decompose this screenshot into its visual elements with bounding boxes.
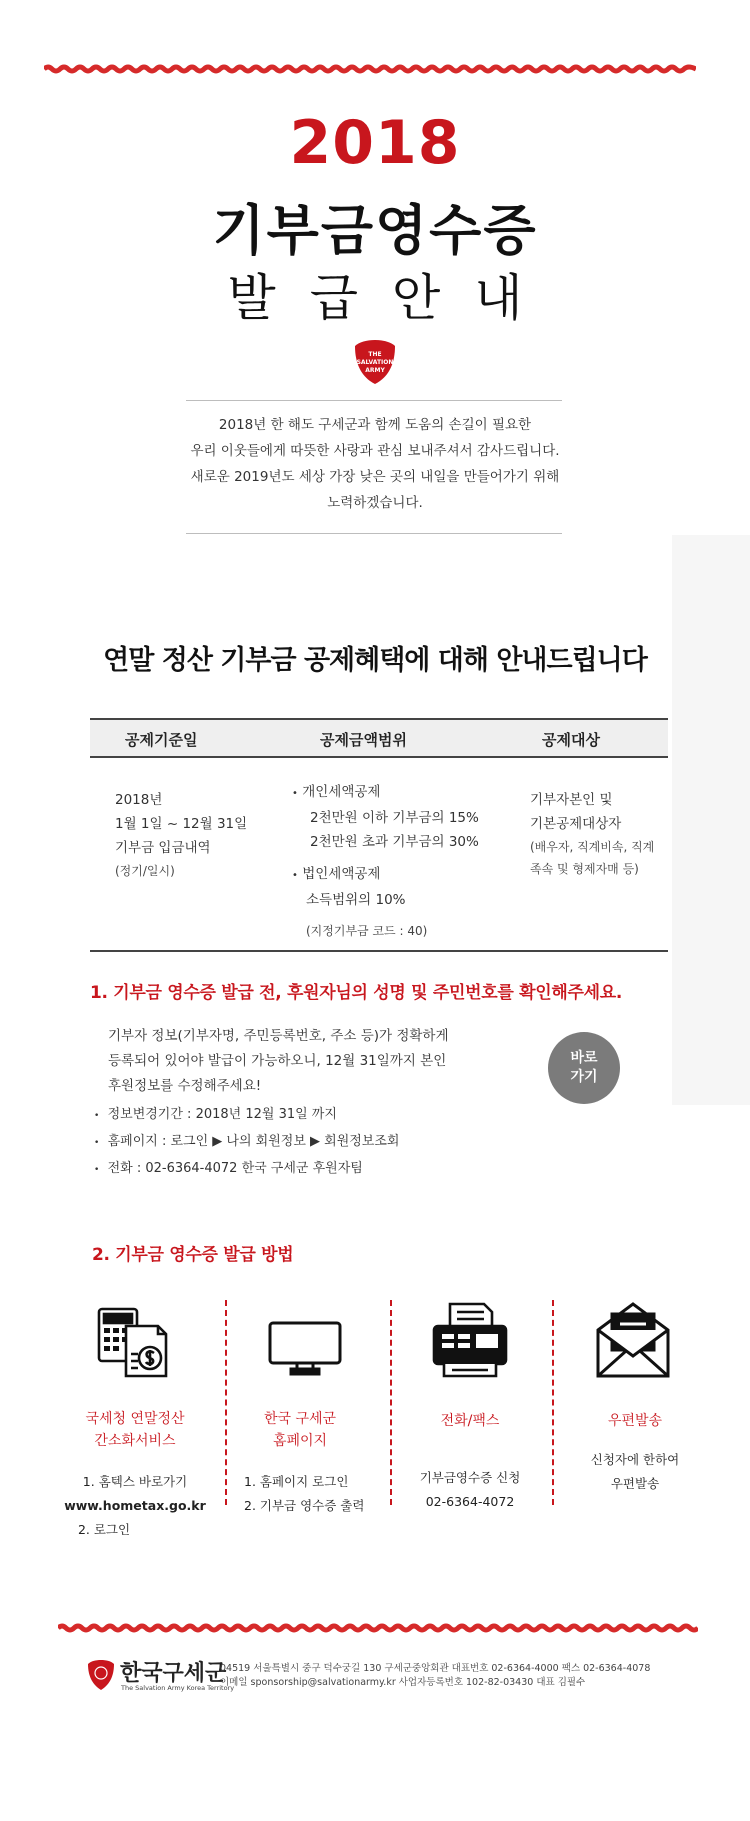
- method-phone-fax: [390, 1410, 550, 1514]
- method-title: 우편발송: [607, 1413, 663, 1429]
- method-title: 간소화서비스: [94, 1433, 176, 1449]
- date-line: 2018년: [115, 792, 163, 808]
- bullet-item: • 정보변경기간 : 2018년 12월 31일 까지: [94, 1107, 337, 1122]
- section1-text: [108, 1024, 528, 1099]
- calculator-receipt-icon: [96, 1306, 172, 1380]
- method-line: 02-6364-4072: [425, 1494, 515, 1509]
- method-line: 2. 로그인: [77, 1522, 131, 1537]
- fax-icon: [430, 1302, 510, 1378]
- donation-code: (지정기부금 코드 : 40): [306, 924, 428, 938]
- method-title: 홈페이지: [272, 1433, 328, 1449]
- corp-line: 소득범위의 10%: [306, 892, 406, 908]
- date-line: 1월 1일 ~ 12월 31일: [115, 816, 248, 832]
- method-divider: [552, 1300, 554, 1505]
- footer-org-name: 한국구세군: [120, 1661, 227, 1686]
- right-shade-panel: [672, 535, 750, 1105]
- bottom-red-border: [58, 1623, 698, 1633]
- go-button-line: 가기: [570, 1069, 598, 1085]
- method-mail: [555, 1410, 715, 1496]
- intro-line: 2018년 한 해도 구세군과 함께 도움의 손길이 필요한: [218, 417, 532, 433]
- logo-text-salvation: SALVATION: [356, 359, 394, 366]
- section1-line: 후원정보를 수정해주세요!: [108, 1078, 262, 1094]
- intro-text: [150, 412, 600, 516]
- section1-bullets: [94, 1102, 554, 1183]
- top-red-border: [44, 64, 696, 74]
- method-title: 국세청 연말정산: [85, 1411, 185, 1427]
- logo-text-the: THE: [368, 351, 382, 358]
- section2-title: 2. 기부금 영수증 발급 방법: [92, 1245, 294, 1265]
- divider-bottom: [186, 533, 562, 534]
- date-line: (정기/일시): [115, 864, 175, 878]
- intro-line: 새로운 2019년도 세상 가장 낮은 곳의 내일을 만들어가기 위해: [190, 469, 560, 485]
- footer-org-sub: The Salvation Army Korea Territory: [121, 1684, 235, 1692]
- column-header-range: 공제금액범위: [320, 731, 407, 749]
- personal-line: 2천만원 초과 기부금의 30%: [310, 834, 479, 850]
- section1-line: 기부자 정보(기부자명, 주민등록번호, 주소 등)가 정확하게: [108, 1028, 449, 1044]
- target-line: 기부자본인 및: [530, 792, 613, 808]
- method-title: 전화/팩스: [440, 1413, 500, 1429]
- footer-shield-logo: [86, 1659, 116, 1691]
- method-line: 2. 기부금 영수증 출력: [244, 1498, 365, 1513]
- method-line: 1. 홈페이지 로그인: [244, 1474, 349, 1489]
- salvation-army-shield-logo: [349, 338, 401, 386]
- target-line: 기본공제대상자: [530, 816, 622, 832]
- footer-contact: 이메일 sponsorship@salvationarmy.kr 사업자등록번호 102-82-03430 대표 김필수: [220, 1677, 586, 1688]
- benefit-col-target: [530, 788, 670, 880]
- personal-line: 2천만원 이하 기부금의 15%: [310, 810, 479, 826]
- bullet-item: • 홈페이지 : 로그인 ▶ 나의 회원정보 ▶ 회원정보조회: [94, 1134, 400, 1149]
- intro-line: 노력하겠습니다.: [327, 495, 423, 511]
- section1-title: 1. 기부금 영수증 발급 전, 후원자님의 성명 및 주민번호를 확인해주세요.: [90, 983, 622, 1003]
- footer-info: [220, 1662, 680, 1690]
- year-heading: 2018: [289, 108, 461, 178]
- logo-text-army: ARMY: [365, 367, 385, 374]
- method-line: 1. 홈텍스 바로가기: [82, 1474, 188, 1489]
- intro-line: 우리 이웃들에게 따뜻한 사랑과 관심 보내주셔서 감사드립니다.: [190, 443, 560, 459]
- footer-address: 04519 서울특별시 중구 덕수궁길 130 구세군중앙회관 대표번호 02-6364-4000 팩스 02-6364-4078: [220, 1663, 651, 1674]
- method-line: 기부금영수증 신청: [419, 1470, 521, 1485]
- page-title: 기부금영수증: [212, 199, 538, 262]
- monitor-icon: [267, 1320, 343, 1376]
- go-button-line: 바로: [570, 1050, 598, 1066]
- corp-label: 법인세액공제: [302, 866, 381, 882]
- page-subtitle: 발급안내: [227, 269, 557, 327]
- column-header-target: 공제대상: [542, 731, 600, 749]
- column-header-date: 공제기준일: [125, 731, 198, 749]
- benefit-col-date: [115, 788, 265, 882]
- target-line: (배우자, 직계비속, 직계: [530, 840, 655, 854]
- envelope-icon: [594, 1300, 672, 1380]
- date-line: 기부금 입금내역: [115, 840, 211, 856]
- benefit-heading: 연말 정산 기부금 공제혜택에 대해 안내드립니다: [103, 645, 647, 676]
- method-line: 우편발송: [610, 1476, 660, 1491]
- table-bottom-border: [90, 950, 668, 952]
- method-hometax: [55, 1408, 215, 1542]
- go-button[interactable]: [548, 1032, 620, 1104]
- benefit-table-header: [90, 718, 668, 758]
- benefit-col-range: • 개인세액공제 2천만원 이하 기부금의 15% 2천만원 초과 기부금의 30% • 법인세액공제 소득범위의 10% (지정기부금 코드 : 40): [292, 780, 492, 942]
- hometax-link[interactable]: www.hometax.go.kr: [64, 1498, 206, 1513]
- bullet-item: • 전화 : 02-6364-4072 한국 구세군 후원자팀: [94, 1161, 363, 1176]
- divider-top: [186, 400, 562, 401]
- method-homepage: [220, 1408, 380, 1518]
- method-title: 한국 구세군: [263, 1411, 337, 1427]
- section1-line: 등록되어 있어야 발급이 가능하오니, 12월 31일까지 본인: [108, 1053, 447, 1069]
- personal-label: 개인세액공제: [302, 784, 381, 800]
- method-line: 신청자에 한하여: [590, 1452, 680, 1467]
- target-line: 족속 및 형제자매 등): [530, 862, 639, 876]
